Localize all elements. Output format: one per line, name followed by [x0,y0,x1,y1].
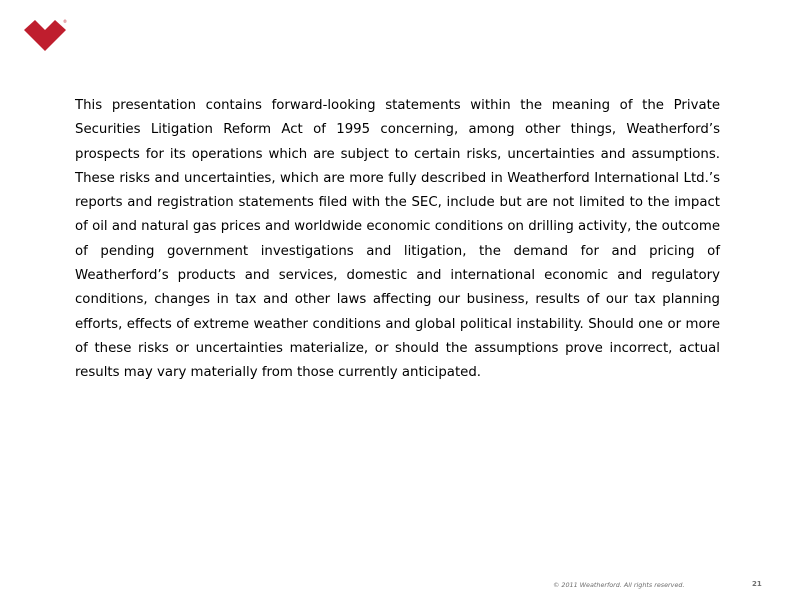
weatherford-logo-graphic [24,18,66,52]
page-number: 21 [752,580,762,588]
forward-looking-statement: This presentation contains forward-looking statements within the meaning of the Private Securities Litigation Reform Act of 1995 concerning, among other things, Weatherford’s prospects for its operations which are subject to certain risks, uncertainties and assumptions. These risks and uncertainties, which are more fully described in Weatherford International Ltd.’s reports and registration statements filed with the SEC, include but are not limited to the impact of oil and natural gas prices and worldwide economic conditions on drilling activity, the outcome of pending government investigations and litigation, the demand for and pricing of Weatherford’s products and services, domestic and international economic and regulatory conditions, changes in tax and other laws affecting our business, results of our tax planning efforts, effects of extreme weather conditions and global political instability. Should one or more of these risks or uncertainties materialize, or should the assumptions prove incorrect, actual results may vary materially from those currently anticipated. [75,98,720,381]
logo-trademark: ® [63,19,67,24]
footer-copyright: © 2011 Weatherford. All rights reserved. [553,581,685,589]
weatherford-logo-icon [24,18,66,52]
